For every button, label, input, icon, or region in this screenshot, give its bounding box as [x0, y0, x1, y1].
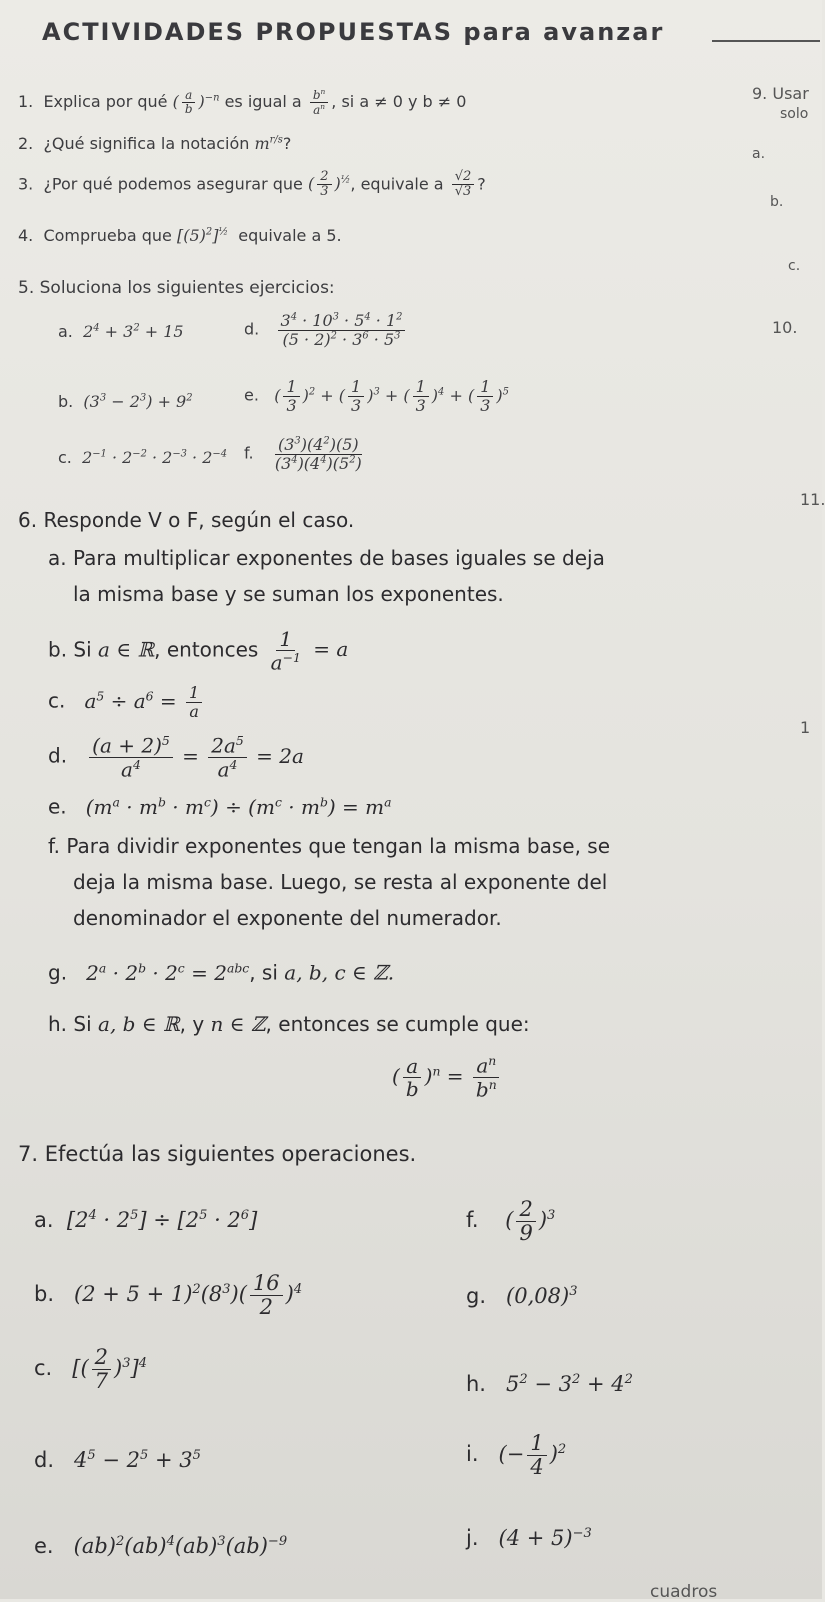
q6-item-a-line2: la misma base y se suman los exponentes.: [73, 582, 504, 606]
q7-item-c: c. [( $\frac{2}{7}$ )$^3$]$^4$: [34, 1345, 147, 1394]
side-q11: 11.: [800, 490, 825, 509]
side-solo: solo: [780, 106, 809, 122]
question-6: 6. Responde V o F, según el caso.: [18, 508, 355, 532]
q7-item-h: h. $5^2 - 3^2 + 4^2$: [466, 1372, 633, 1396]
side-b: b.: [770, 194, 784, 210]
q7-item-b: b. $(2 + 5 + 1)^2(8^3)$( $\frac{16}{2}$ )$^4$: [34, 1271, 303, 1320]
q7-item-d: d. $4^5 - 2^5 + 3^5$: [34, 1448, 201, 1472]
question-4: 4. Comprueba que $[(5)^2]^{\frac{1}{2}}$ equivale a 5.: [18, 226, 342, 245]
question-7: 7. Efectúa las siguientes operaciones.: [18, 1142, 417, 1166]
q7-item-i: i. (− $\frac{1}{4}$ )$^2$: [466, 1431, 567, 1480]
q6-item-f-line3: denominador el exponente del numerador.: [73, 906, 502, 930]
q5-item-a: a. $2^4 + 3^2 + 15$: [58, 322, 184, 341]
q6-item-f-line1: f. Para dividir exponentes que tengan la misma base, se: [48, 834, 611, 858]
q6-item-a-line1: a. Para multiplicar exponentes de bases iguales se deja: [48, 546, 605, 570]
q7-item-g: g. $(0,08)^3$: [466, 1284, 578, 1308]
q6-item-e: e. $(m^a \cdot m^b \cdot m^c) \div (m^c \cdot m^b) = m^a$: [48, 794, 392, 819]
q6-item-h: h. Si a, b ∈ ℝ, y n ∈ ℤ, entonces se cumple que:: [48, 1012, 530, 1036]
q5-item-b: b. $(3^3 - 2^3) + 9^2$: [58, 392, 193, 411]
q6-item-f-line2: deja la misma base. Luego, se resta al exponente del: [73, 870, 608, 894]
title-underline: [712, 40, 820, 42]
side-one: 1: [800, 718, 811, 737]
q7-item-j: j. $(4 + 5)^{-3}$: [466, 1526, 592, 1550]
question-2: 2. ¿Qué significa la notación $m^{r/s}$?: [18, 134, 292, 153]
q5-item-d: d. $\frac{3^4 \cdot 10^3 \cdot 5^4 \cdot 1^2}{(5 \cdot 2)^2 \cdot 3^6 \cdot 5^3}$: [244, 312, 408, 348]
q5-item-e: e. ( $\frac{1}{3}$ )$^2$ + ( $\frac{1}{3}$ )$^3$ + ( $\frac{1}{3}$ )$^4$ + ( $\frac{1}{3}$ )$^5$: [244, 377, 509, 415]
question-3: 3. ¿Por qué podemos asegurar que ( $\frac{2}{3}$ )$^{\frac{1}{2}}$, equivale a $\frac{√2}{√3}$ ?: [18, 169, 486, 200]
q6-item-h-formula: ( $\frac{a}{b}$ )$^n$ = $\frac{a^n}{b^n}$: [392, 1054, 503, 1100]
q6-item-b: b. Si a ∈ ℝ, entonces $\frac{1}{a^{-1}}$ = a: [48, 627, 349, 675]
footer-text: cuadros: [650, 1582, 718, 1602]
q7-item-e: e. (ab)$^2$(ab)$^4$(ab)$^3$(ab)$^{-9}$: [34, 1534, 288, 1558]
q6-item-g: g. $2^a \cdot 2^b \cdot 2^c = 2^{abc}$, si a, b, c ∈ ℤ.: [48, 960, 395, 985]
side-q10: 10.: [772, 318, 798, 337]
q6-item-d: d. $\frac{(a + 2)^5}{a^4}$ = $\frac{2a^5}{a^4}$ = 2a: [48, 733, 304, 782]
side-a: a.: [752, 146, 766, 162]
q7-item-a: a. $[2^4 \cdot 2^5] \div [2^5 \cdot 2^6]$: [34, 1208, 258, 1232]
question-5: 5. Soluciona los siguientes ejercicios:: [18, 278, 335, 298]
page-title: ACTIVIDADES PROPUESTAS para avanzar: [42, 18, 665, 46]
q5-item-f: f. $\frac{(3^3)(4^2)(5)}{(3^4)(4^4)(5^2)}$: [244, 435, 362, 473]
side-c: c.: [788, 258, 801, 274]
question-1: 1. Explica por qué ( $\frac{a}{b}$ )$^{-n}$ es igual a $\frac{b^n}{a^n}$ , si a ≠ 0 y b ≠ 0: [18, 87, 467, 118]
q5-item-c: c. $2^{-1} \cdot 2^{-2} \cdot 2^{-3} \cdot 2^{-4}$: [58, 448, 227, 467]
side-q9: 9. Usar: [752, 84, 809, 103]
q7-item-f: f. ( $\frac{2}{9}$ )$^3$: [466, 1197, 556, 1246]
q6-item-c: c. $a^5 \div a^6$ = $\frac{1}{a}$: [48, 684, 205, 720]
